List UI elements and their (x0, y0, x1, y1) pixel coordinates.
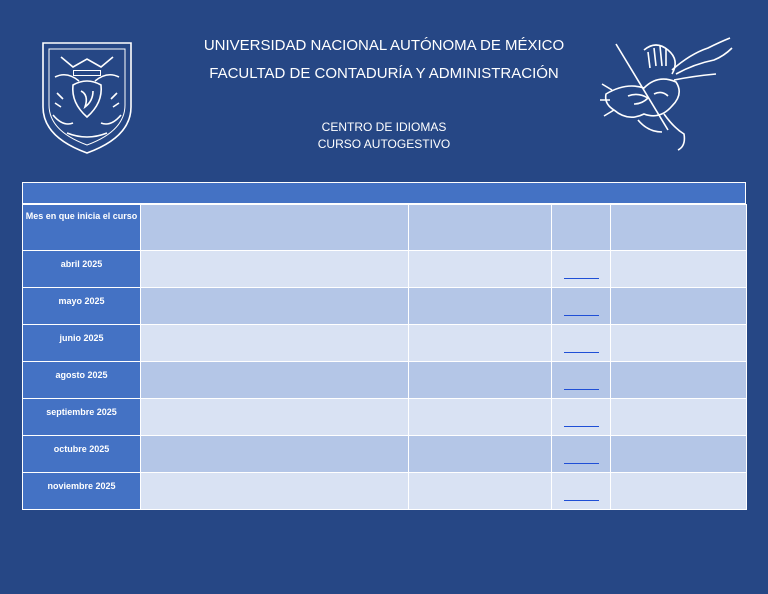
empty-cell (611, 399, 747, 436)
registration-link[interactable] (564, 315, 599, 316)
link-cell (552, 362, 611, 399)
registration-link[interactable] (564, 389, 599, 390)
month-header-cell: Mes en que inicia el curso (23, 205, 141, 251)
university-title: UNIVERSIDAD NACIONAL AUTÓNOMA DE MÉXICO (203, 37, 565, 54)
month-cell: noviembre 2025 (23, 473, 141, 510)
header-cell (141, 205, 409, 251)
empty-cell (141, 436, 409, 473)
empty-cell (611, 325, 747, 362)
empty-cell (611, 288, 747, 325)
header-cell (552, 205, 611, 251)
empty-cell (141, 325, 409, 362)
faculty-title: FACULTAD DE CONTADURÍA Y ADMINISTRACIÓN (209, 65, 559, 82)
header-cell (611, 205, 747, 251)
table-title-bar (22, 182, 746, 204)
empty-cell (141, 399, 409, 436)
registration-link[interactable] (564, 278, 599, 279)
empty-cell (409, 325, 552, 362)
month-cell: agosto 2025 (23, 362, 141, 399)
month-cell: septiembre 2025 (23, 399, 141, 436)
link-cell (552, 399, 611, 436)
table-row (23, 325, 747, 362)
empty-cell (611, 251, 747, 288)
empty-cell (611, 436, 747, 473)
empty-cell (141, 473, 409, 510)
empty-cell (141, 362, 409, 399)
empty-cell (409, 362, 552, 399)
table-row (23, 288, 747, 325)
table-row (23, 251, 747, 288)
registration-link[interactable] (564, 463, 599, 464)
empty-cell (141, 251, 409, 288)
table-row (23, 473, 747, 510)
month-cell: abril 2025 (23, 251, 141, 288)
empty-cell (141, 288, 409, 325)
month-cell: mayo 2025 (23, 288, 141, 325)
registration-link[interactable] (564, 426, 599, 427)
registration-link[interactable] (564, 500, 599, 501)
table-row (23, 436, 747, 473)
link-cell (552, 325, 611, 362)
course-title: CURSO AUTOGESTIVO (317, 137, 451, 151)
empty-cell (409, 288, 552, 325)
center-title: CENTRO DE IDIOMAS (321, 120, 447, 134)
month-cell: junio 2025 (23, 325, 141, 362)
empty-cell (409, 399, 552, 436)
empty-cell (409, 251, 552, 288)
registration-link[interactable] (564, 352, 599, 353)
table-row (23, 362, 747, 399)
schedule-table (22, 182, 746, 510)
empty-cell (409, 436, 552, 473)
table-row (23, 399, 747, 436)
link-cell (552, 288, 611, 325)
link-cell (552, 436, 611, 473)
empty-cell (409, 473, 552, 510)
link-cell (552, 251, 611, 288)
link-cell (552, 473, 611, 510)
month-cell: octubre 2025 (23, 436, 141, 473)
empty-cell (611, 473, 747, 510)
empty-cell (611, 362, 747, 399)
header-cell (409, 205, 552, 251)
